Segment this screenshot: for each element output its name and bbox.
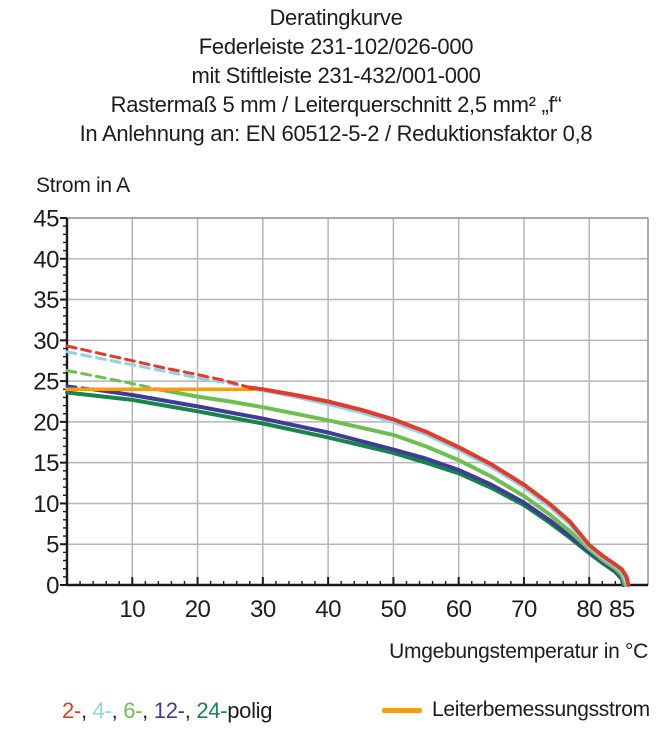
legend-part: 24- [196,698,228,723]
y-tick-label: 35 [33,287,59,315]
x-tick-label: 60 [445,596,472,623]
legend-part: 4- [92,698,112,723]
title-line-3: mit Stiftleiste 231-432/001-000 [191,63,481,88]
y-tick-label: 30 [33,327,59,355]
x-axis-label: Umgebungstemperatur in °C [389,640,648,663]
x-tick-label: 85 [609,596,635,623]
curve-6-polig-dashed [67,371,158,390]
y-tick-label: 25 [33,368,59,396]
y-tick-label: 20 [33,409,59,437]
rated-current-legend [382,698,650,722]
y-tick-label: 45 [33,205,59,233]
y-tick-label: 15 [33,450,59,478]
legend-part: , [142,698,154,723]
x-tick-label: 70 [511,596,537,623]
curve-12-polig [93,389,624,585]
y-tick-label: 40 [33,246,59,274]
x-tick-label: 50 [380,596,407,623]
x-tick-label: 20 [184,596,211,623]
y-tick-label: 5 [46,531,59,559]
title-line-1: Deratingkurve [269,5,403,30]
legend-part: 2- [62,698,81,723]
title-line-5: In Anlehnung an: EN 60512-5-2 / Reduktionsfaktor 0,8 [79,121,593,146]
rated-current-label: Leiterbemessungsstrom [432,698,650,721]
legend-part: 12- [153,698,185,723]
x-tick-label: 10 [119,596,146,623]
legend-part: , [80,698,93,723]
title-line-4: Rastermaß 5 mm / Leiterquerschnitt 2,5 mm² „f“ [110,92,562,117]
legend-part: , [184,698,197,723]
legend-part: , [111,698,124,723]
y-axis-label: Strom in A [36,174,130,197]
x-tick-label: 30 [249,596,276,623]
y-tick-label: 0 [46,572,59,600]
poles-legend [62,698,272,724]
x-tick-label: 40 [315,596,341,623]
legend-part: 6- [123,698,143,723]
legend-part: polig [227,698,273,723]
y-tick-label: 10 [33,490,59,518]
x-tick-label: 80 [576,596,603,623]
title-line-2: Federleiste 231-102/026-000 [198,34,474,59]
rated-current-line-swatch [382,708,422,713]
